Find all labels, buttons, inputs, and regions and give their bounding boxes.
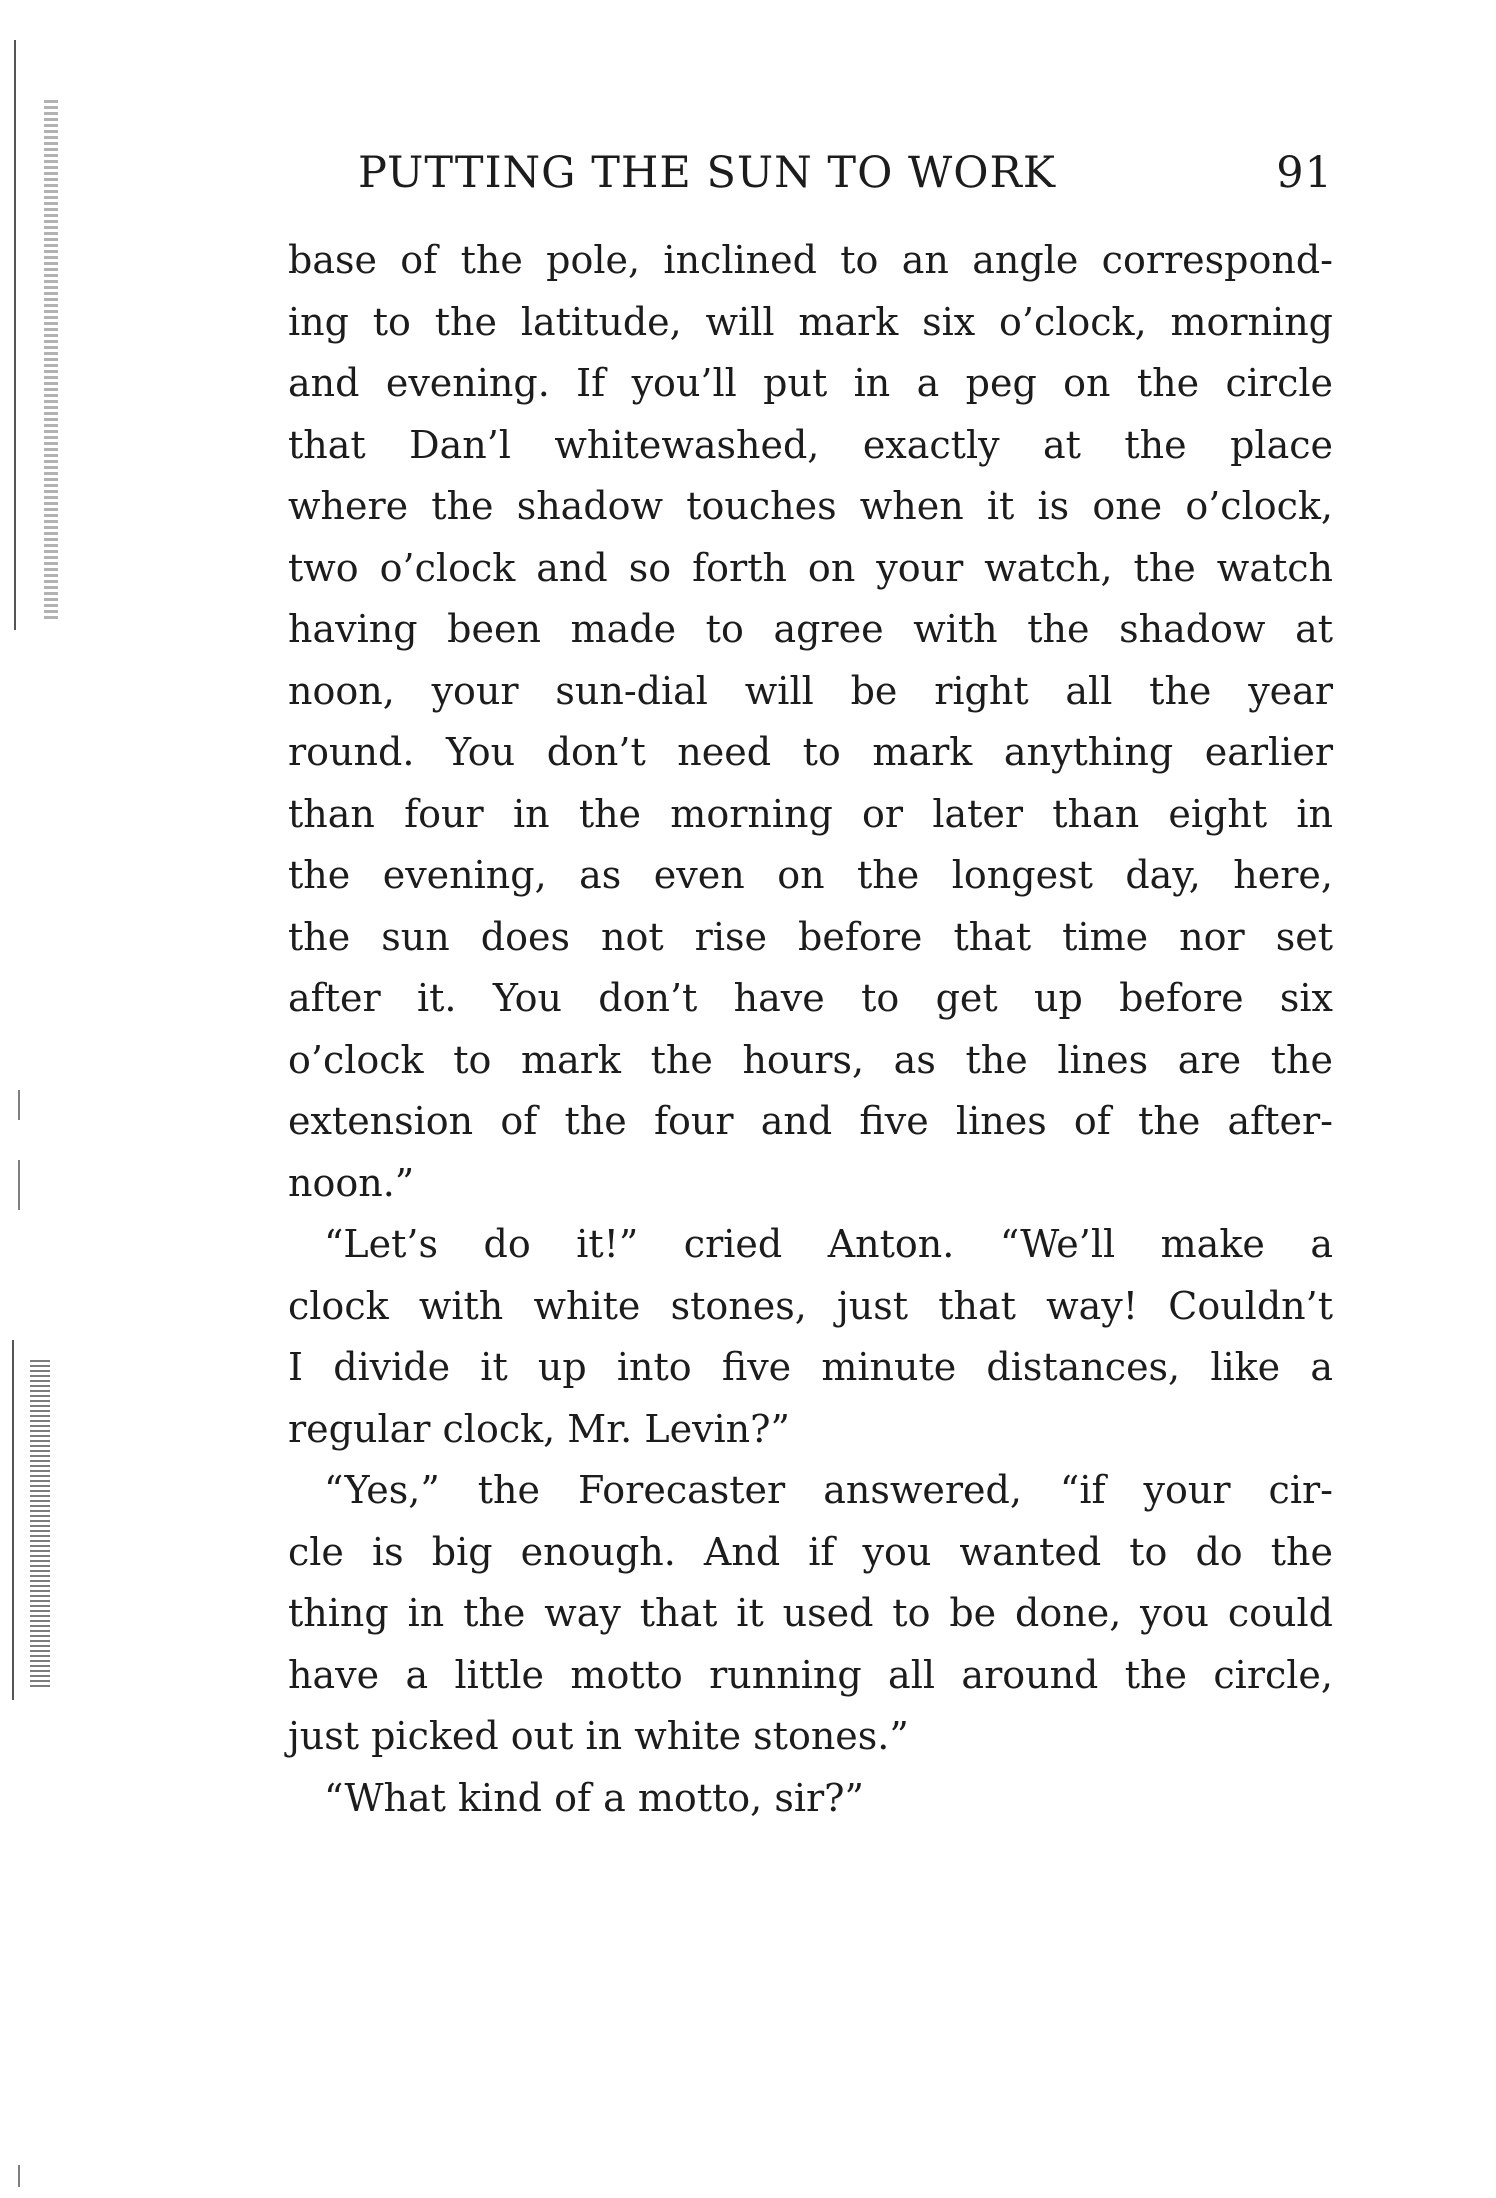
text-line: cle is big enough. And if you wanted to do the <box>288 1529 1333 1574</box>
text-line: having been made to agree with the shadow at <box>288 607 1333 651</box>
text-line: than four in the morning or later than eight in <box>288 791 1333 836</box>
scan-edge-mark <box>18 1090 20 1120</box>
text-line: clock with white stones, just that way! Couldn’t <box>288 1283 1333 1328</box>
text-line: noon.” <box>288 1160 415 1205</box>
text-line: and evening. If you’ll put in a peg on the circle <box>288 361 1333 405</box>
text-line: regular clock, Mr. Levin?” <box>288 1406 790 1451</box>
text-line: noon, your sun-dial will be right all the year <box>288 668 1333 713</box>
text-line: base of the pole, inclined to an angle correspond- <box>288 238 1333 282</box>
text-line: extension of the four and five lines of the after- <box>288 1099 1333 1143</box>
text-line: after it. You don’t have to get up before six <box>288 976 1333 1020</box>
text-line: the sun does not rise before that time nor set <box>288 914 1333 959</box>
text-line: “What kind of a motto, sir?” <box>324 1775 864 1820</box>
scan-edge-mark <box>12 1340 14 1700</box>
running-head: PUTTING THE SUN TO WORK <box>358 148 1056 198</box>
text-line: “Let’s do it!” cried Anton. “We’ll make a <box>324 1222 1333 1266</box>
text-line: two o’clock and so forth on your watch, the watch <box>288 545 1333 590</box>
text-line: I divide it up into five minute distances, like a <box>288 1345 1333 1389</box>
scan-edge-mark <box>18 1160 20 1210</box>
scan-edge-mark <box>18 2165 20 2187</box>
text-line: have a little motto running all around the circle, <box>288 1652 1333 1697</box>
body-text <box>288 230 1333 1829</box>
scan-edge-mark <box>30 1360 50 1690</box>
text-line: o’clock to mark the hours, as the lines are the <box>288 1037 1333 1082</box>
text-line: round. You don’t need to mark anything earlier <box>288 730 1333 774</box>
text-line: where the shadow touches when it is one o’clock, <box>288 484 1333 528</box>
text-line: just picked out in white stones.” <box>288 1714 909 1758</box>
page-number: 91 <box>1276 148 1333 198</box>
scan-edge-mark <box>14 40 16 630</box>
scan-edge-mark <box>44 100 58 620</box>
text-line: ing to the latitude, will mark six o’clock, morning <box>288 299 1333 344</box>
text-line: that Dan’l whitewashed, exactly at the place <box>288 422 1333 467</box>
page-header <box>358 148 1333 208</box>
text-line: “Yes,” the Forecaster answered, “if your cir- <box>324 1468 1333 1512</box>
text-line: thing in the way that it used to be done, you could <box>288 1591 1333 1635</box>
text-line: the evening, as even on the longest day, here, <box>288 853 1333 897</box>
